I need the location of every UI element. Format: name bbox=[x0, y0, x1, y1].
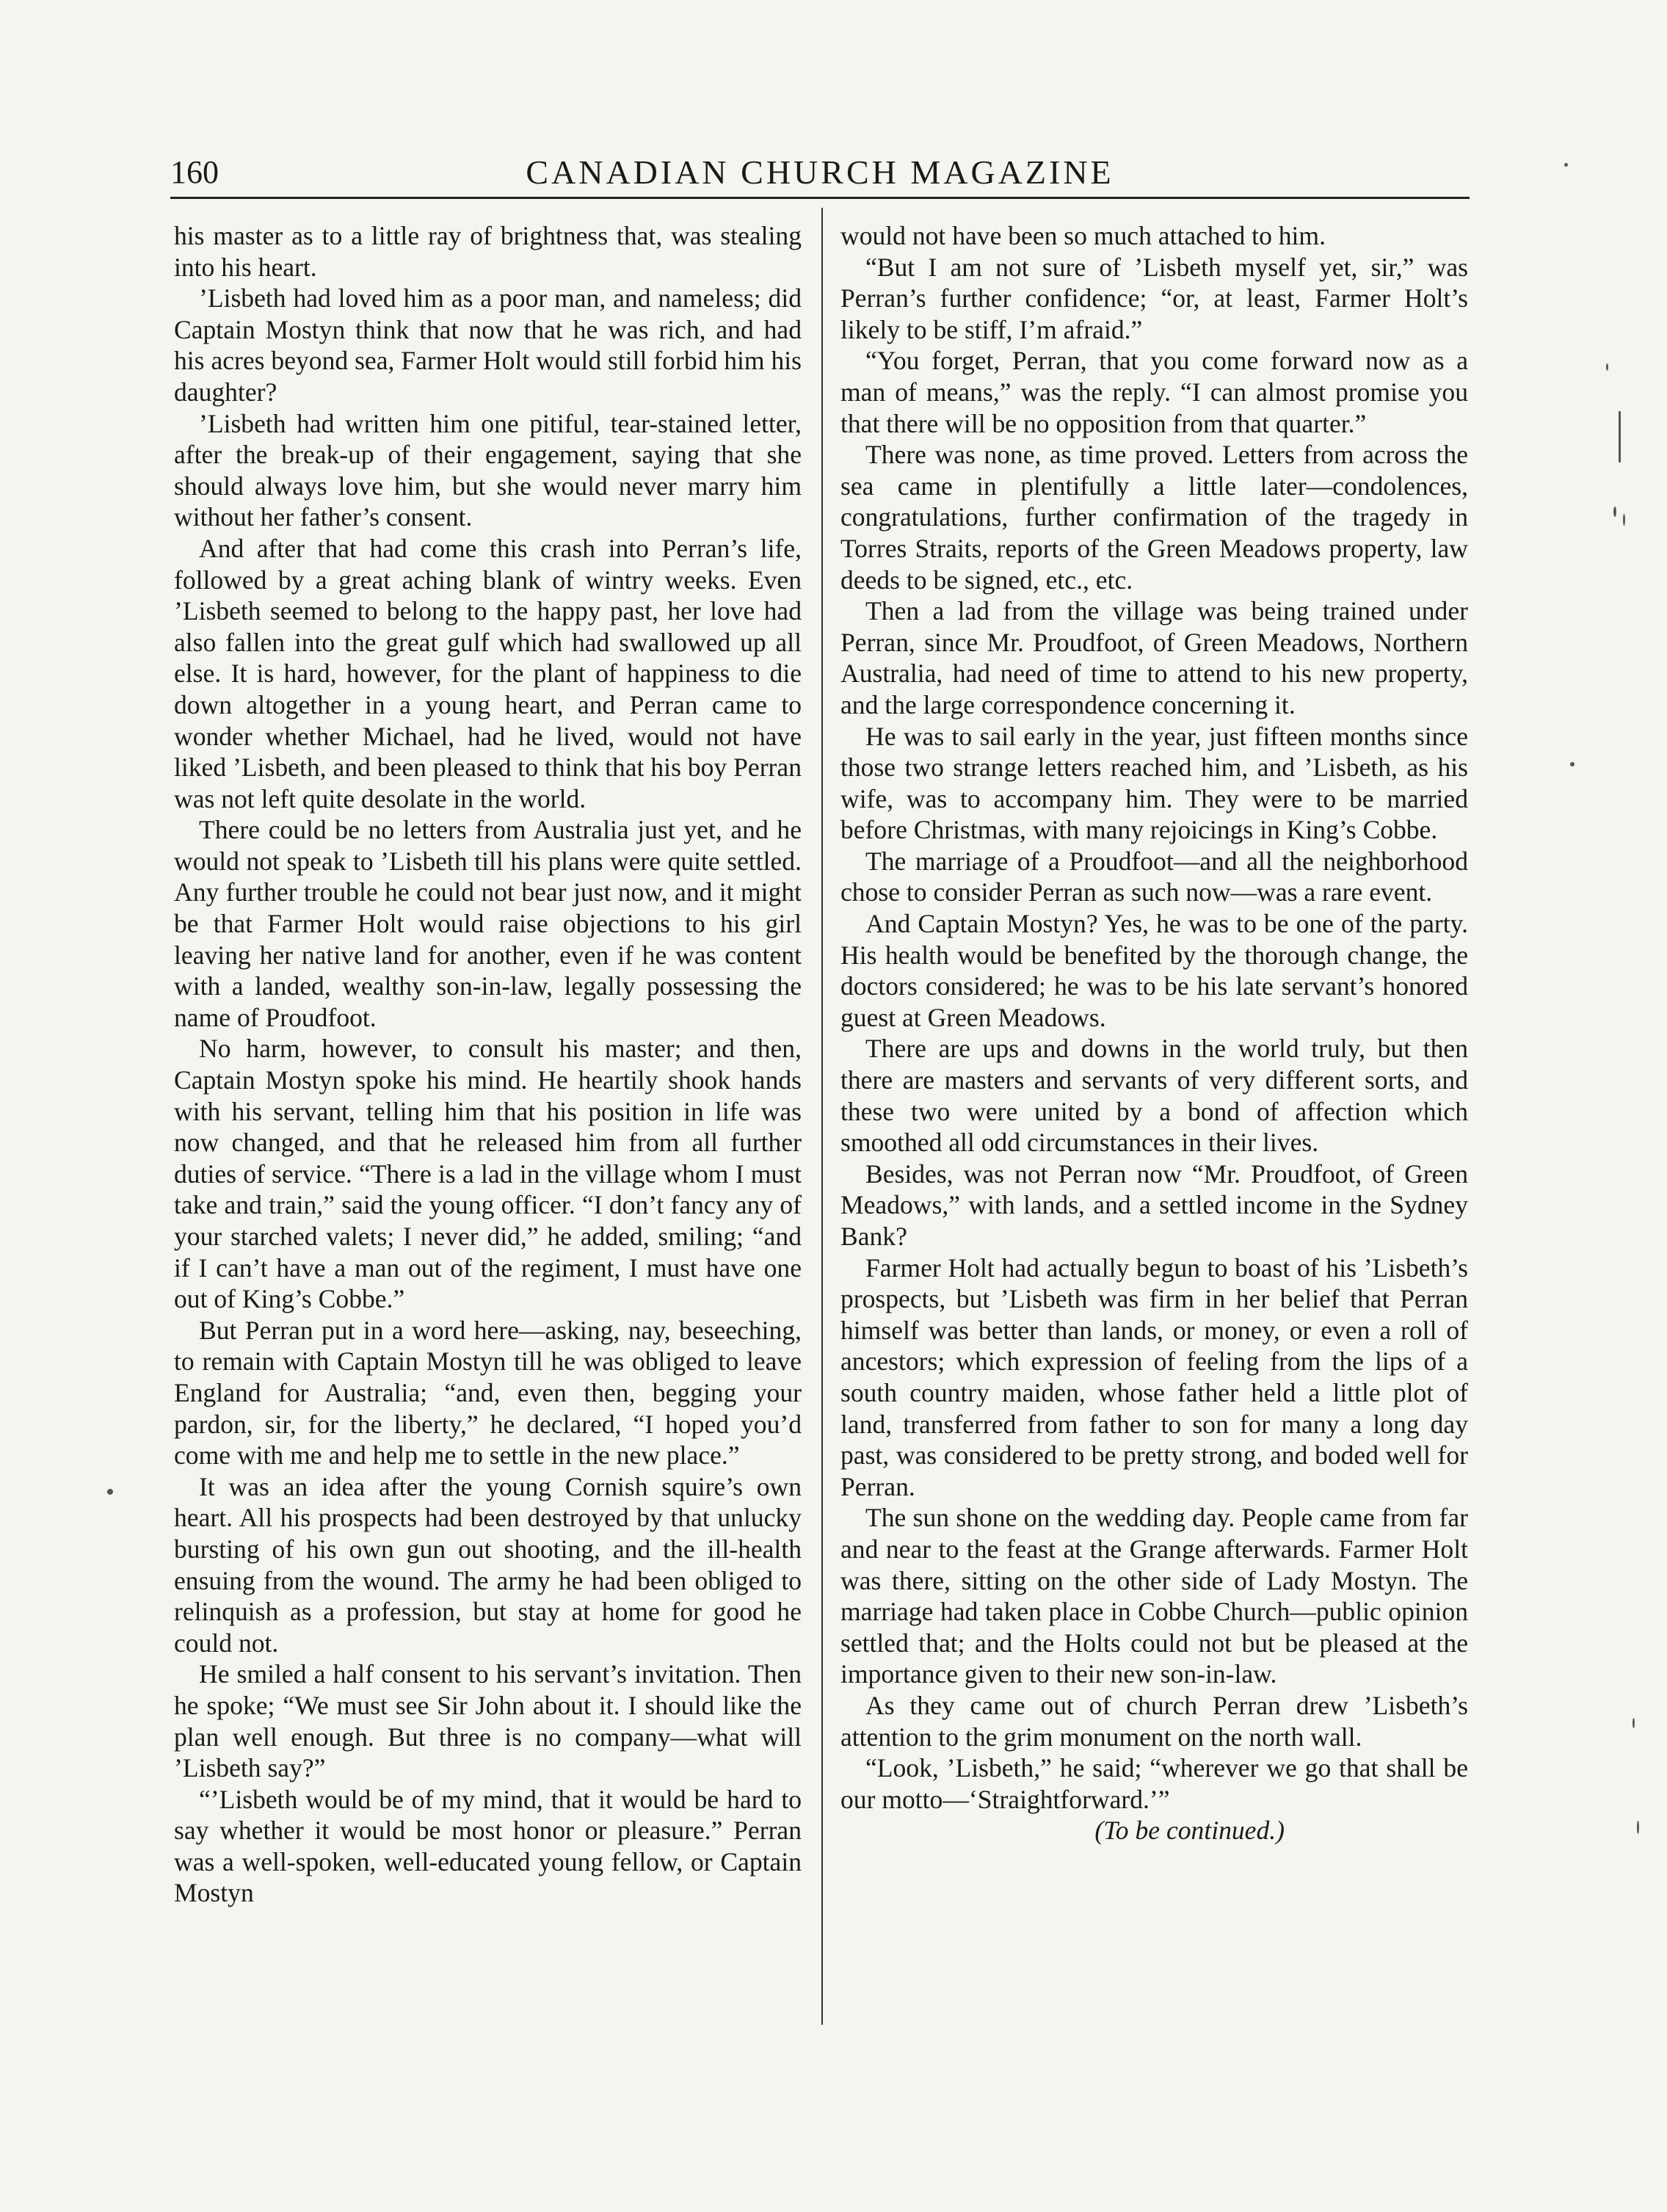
scan-speck bbox=[1613, 507, 1616, 517]
scan-speck bbox=[107, 1489, 113, 1495]
scan-speck bbox=[1633, 1718, 1635, 1728]
scan-speck bbox=[1623, 514, 1625, 526]
paragraph: ’Lisbeth had loved him as a poor man, and nameless; did Captain Mostyn think that now that he was rich, and had his acres beyond sea, Farmer Holt would still forbid him his daughter? bbox=[174, 283, 802, 407]
scan-speck bbox=[1570, 762, 1575, 766]
paragraph: There was none, as time proved. Letters from across the sea came in plentifully a little later—condolences, congratulations, further confirmation of the tragedy in Torres Straits, reports of the Green Meadows property, law deeds to be signed, etc., etc. bbox=[840, 440, 1468, 595]
paragraph: “Look, ’Lisbeth,” he said; “wherever we go that shall be our motto—‘Straightforward.’” bbox=[840, 1753, 1468, 1814]
paragraph: Besides, was not Perran now “Mr. Proudfoot, of Green Meadows,” with lands, and a settled income in the Sydney Bank? bbox=[840, 1158, 1468, 1251]
paragraph: As they came out of church Perran drew ’Lisbeth’s attention to the grim monument on the north wall. bbox=[840, 1690, 1468, 1752]
paragraph: He smiled a half consent to his servant’s invitation. Then he spoke; “We must see Sir John about it. I should like the plan well enough. But three is no company—what will ’Lisbeth say?” bbox=[174, 1659, 802, 1783]
paragraph: “But I am not sure of ’Lisbeth myself yet, sir,” was Perran’s further confidence; “or, at least, Farmer Holt’s likely to be stiff, I’m afraid.” bbox=[840, 252, 1468, 344]
left-column bbox=[174, 220, 802, 1909]
scan-speck bbox=[1606, 363, 1608, 371]
page-header bbox=[170, 151, 1470, 195]
page-number: 160 bbox=[170, 154, 219, 190]
scan-speck bbox=[1564, 163, 1568, 167]
paragraph: No harm, however, to consult his master; and then, Captain Mostyn spoke his mind. He heartily shook hands with his servant, telling him that his position in life was now changed, and that he released him from all further duties of service. “There is a lad in the village whom I must take and train,” said the young officer. “I don’t fancy any of your starched valets; I never did,” he added, smiling; “and if I can’t have a man out of the regiment, I must have one out of King’s Cobbe.” bbox=[174, 1034, 802, 1314]
paragraph: There could be no letters from Australia just yet, and he would not speak to ’Lisbeth till his plans were quite settled. Any further trouble he could not bear just now, and it might be that Farmer Holt would raise objections to his girl leaving her native land for another, even if he was content with a landed, wealthy son-in-law, legally possessing the name of Proudfoot. bbox=[174, 815, 802, 1032]
paragraph: his master as to a little ray of brightness that, was stealing into his heart. bbox=[174, 221, 802, 282]
paragraph: Farmer Holt had actually begun to boast of his ’Lisbeth’s prospects, but ’Lisbeth was firm in her belief that Perran himself was better than lands, or money, or even a roll of ancestors; which expression of feeling from the lips of a south country maiden, whose father held a little plot of land, transferred from father to son for many a long day past, was considered to be pretty strong, and boded well for Perran. bbox=[840, 1252, 1468, 1501]
paragraph: And after that had come this crash into Perran’s life, followed by a great aching blank of wintry weeks. Even ’Lisbeth seemed to belong to the happy past, her love had also fallen into the great gulf which had swallowed up all else. It is hard, however, for the plant of happiness to die down altogether in a young heart, and Perran came to wonder whether Michael, had he lived, would not have liked ’Lisbeth, and been pleased to think that his boy Perran was not left quite desolate in the world. bbox=[174, 533, 802, 813]
paragraph: would not have been so much attached to him. bbox=[840, 221, 1326, 250]
continued-note: (To be continued.) bbox=[1094, 1816, 1285, 1846]
scan-speck bbox=[1637, 1821, 1639, 1834]
paragraph: There are ups and downs in the world truly, but then there are masters and servants of very different sorts, and these two were united by a bond of affection which smoothed all odd circumstances in their lives. bbox=[840, 1034, 1468, 1158]
paragraph: He was to sail early in the year, just fifteen months since those two strange letters reached him, and ’Lisbeth, as his wife, was to accompany him. They were to be married before Christmas, with many rejoicings in King’s Cobbe. bbox=[840, 721, 1468, 845]
paragraph: It was an idea after the young Cornish squire’s own heart. All his prospects had been destroyed by that unlucky bursting of his own gun out shooting, and the ill-health ensuing from the wound. The army he had been obliged to relinquish as a profession, but stay at home for good he could not. bbox=[174, 1471, 802, 1658]
paragraph: Then a lad from the village was being trained under Perran, since Mr. Proudfoot, of Green Meadows, Northern Australia, had need of time to attend to his new property, and the large correspondence concerning it. bbox=[840, 596, 1468, 719]
paragraph: The marriage of a Proudfoot—and all the neighborhood chose to consider Perran as such now—was a rare event. bbox=[840, 846, 1468, 907]
paragraph: ’Lisbeth had written him one pitiful, tear-stained letter, after the break-up of their engagement, saying that she should always love him, but she would never marry him without her father’s consent. bbox=[174, 408, 802, 532]
paragraph: “’Lisbeth would be of my mind, that it would be hard to say whether it would be most honor or pleasure.” Perran was a well-spoken, well-educated young fellow, or Captain Mostyn bbox=[174, 1784, 802, 1908]
paragraph: And Captain Mostyn? Yes, he was to be one of the party. His health would be benefited by the thorough change, the doctors considered; he was to be his late servant’s honored guest at Green Meadows. bbox=[840, 909, 1468, 1032]
column-divider bbox=[821, 208, 823, 2025]
paragraph: “You forget, Perran, that you come forward now as a man of means,” was the reply. “I can almost promise you that there will be no opposition from that quarter.” bbox=[840, 346, 1468, 438]
paragraph: But Perran put in a word here—asking, nay, beseeching, to remain with Captain Mostyn till he was obliged to leave England for Australia; “and, even then, begging your pardon, sir, for the liberty,” he declared, “I hoped you’d come with me and help me to settle in the new place.” bbox=[174, 1315, 802, 1471]
running-title: CANADIAN CHURCH MAGAZINE bbox=[526, 153, 1114, 191]
scan-speck bbox=[1619, 411, 1621, 463]
header-rule bbox=[170, 197, 1470, 199]
right-column bbox=[840, 220, 1468, 1846]
paragraph: The sun shone on the wedding day. People came from far and near to the feast at the Grange afterwards. Farmer Holt was there, sitting on the other side of Lady Mostyn. The marriage had taken place in Cobbe Church—public opinion settled that; and the Holts could not but be pleased at the importance given to their new son-in-law. bbox=[840, 1503, 1468, 1689]
